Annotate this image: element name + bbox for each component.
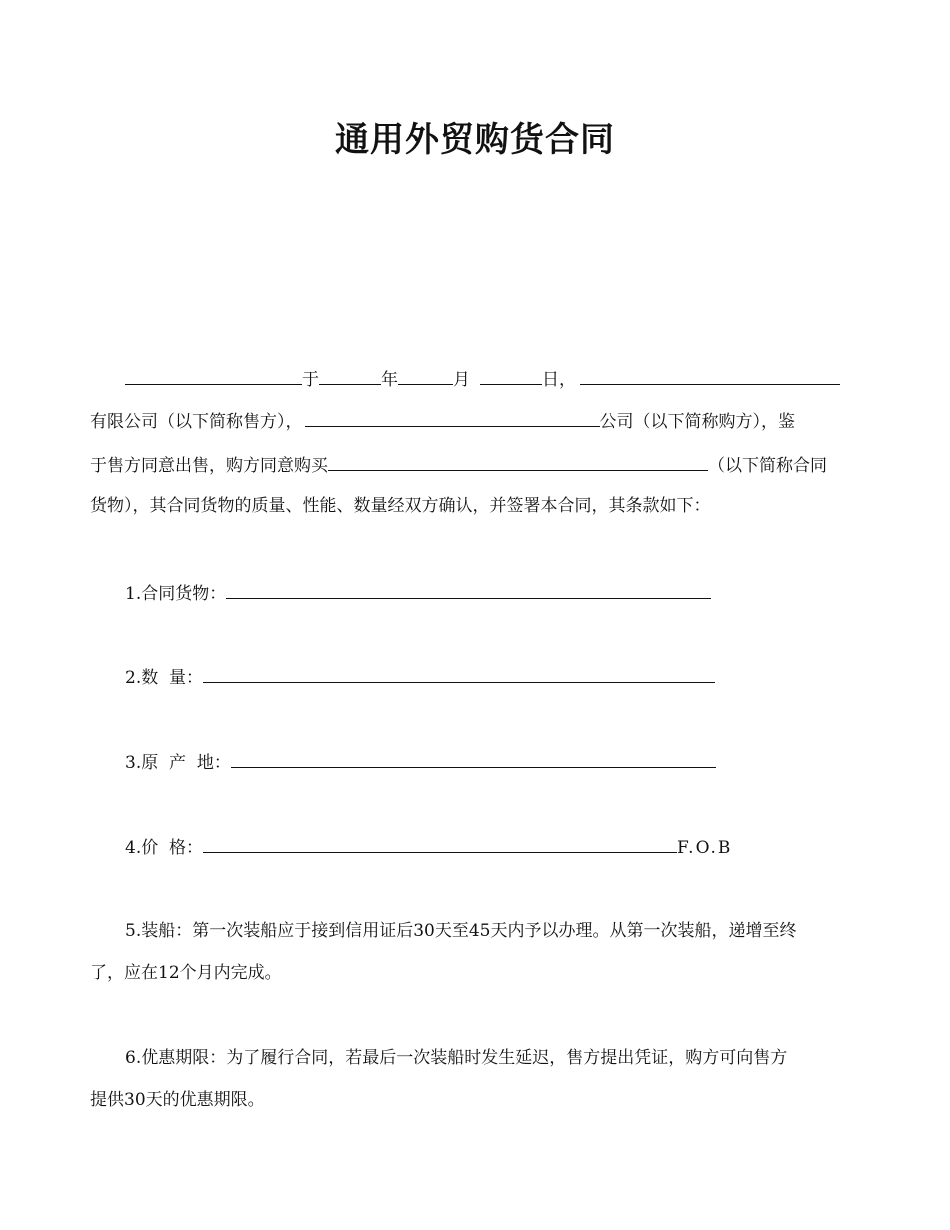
text-intent: 于售方同意出售，购方同意购买 — [90, 456, 328, 476]
clause-3-label: 3.原 产 地： — [125, 753, 231, 773]
text-ri: 日， — [542, 370, 576, 390]
clause-6-line-2 — [0, 1088, 950, 1112]
clause-2-label: 2.数 量： — [125, 668, 204, 688]
clause-2-blank[interactable] — [203, 664, 715, 683]
text-closing: 货物），其合同货物的质量、性能、数量经双方确认，并签署本合同，其条款如下： — [90, 496, 711, 516]
text-yue: 月 — [453, 370, 470, 390]
text-goods-note: （以下简称合同 — [708, 456, 827, 476]
text-yu: 于 — [302, 370, 319, 390]
clause-4-suffix: F.O.B — [677, 838, 733, 858]
year-blank[interactable] — [319, 366, 381, 385]
clause-5-text-2: 了，应在12个月内完成。 — [90, 963, 282, 983]
clause-5-line-1 — [0, 919, 950, 943]
text-nian: 年 — [381, 370, 398, 390]
clause-3 — [0, 749, 950, 775]
preamble-line-4 — [0, 494, 950, 518]
party-blank[interactable] — [125, 366, 302, 385]
goods-blank[interactable] — [328, 452, 708, 471]
clause-6-text-2: 提供30天的优惠期限。 — [90, 1090, 265, 1110]
preamble-line-1 — [0, 366, 950, 392]
clause-1 — [0, 580, 950, 606]
document-title: 通用外贸购货合同 — [335, 120, 615, 160]
clause-4-blank[interactable] — [203, 834, 677, 853]
clause-4-label: 4.价 格： — [125, 838, 204, 858]
clause-4 — [0, 834, 950, 860]
day-blank[interactable] — [480, 366, 542, 385]
seller-name-blank[interactable] — [580, 366, 840, 385]
clause-1-label: 1.合同货物： — [125, 584, 227, 604]
clause-6-line-1 — [0, 1046, 950, 1070]
text-buyer-suffix: 公司（以下简称购方），鉴 — [599, 412, 795, 432]
buyer-name-blank[interactable] — [305, 408, 600, 427]
clause-3-blank[interactable] — [231, 749, 716, 768]
text-seller-suffix: 有限公司（以下简称售方）， — [90, 412, 303, 432]
preamble-line-3 — [0, 452, 950, 478]
month-blank[interactable] — [398, 366, 453, 385]
clause-2 — [0, 664, 950, 690]
clause-5-line-2 — [0, 961, 950, 985]
clause-1-blank[interactable] — [226, 580, 711, 599]
preamble-line-2 — [0, 408, 950, 434]
clause-6-text-1: 6.优惠期限：为了履行合同，若最后一次装船时发生延迟，售方提出凭证，购方可向售方 — [125, 1048, 788, 1068]
clause-5-text-1: 5.装船：第一次装船应于接到信用证后30天至45天内予以办理。从第一次装船，递增至终 — [125, 921, 797, 941]
